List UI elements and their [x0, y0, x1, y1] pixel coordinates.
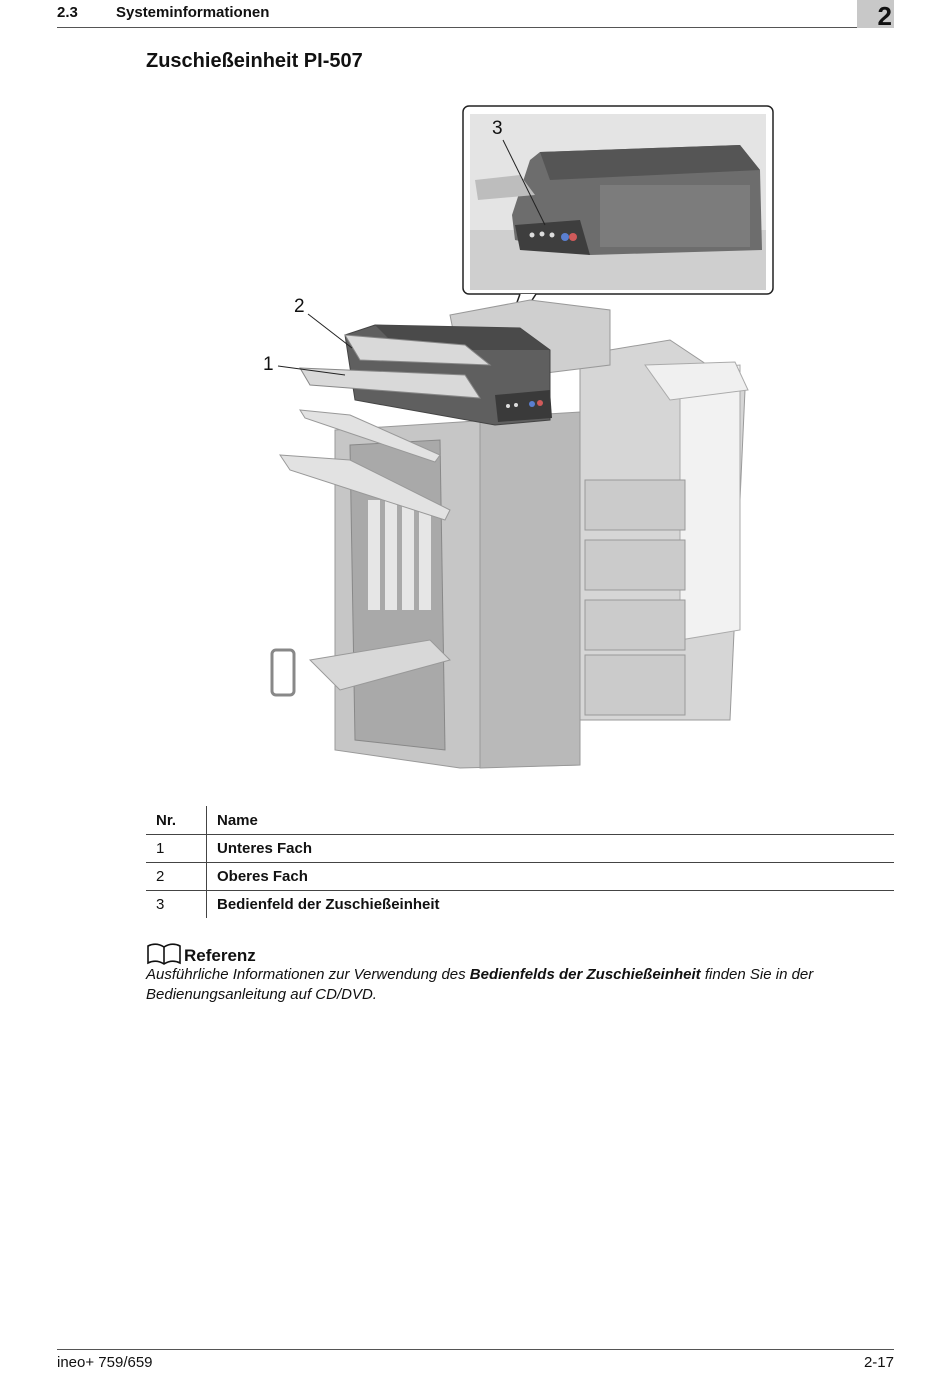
column-header-nr: Nr. — [146, 806, 207, 835]
row-number: 1 — [146, 835, 207, 863]
device-drawing — [250, 100, 790, 780]
callout-1: 1 — [263, 354, 274, 375]
header-rule — [57, 27, 894, 28]
table-row — [146, 835, 894, 863]
row-name: Oberes Fach — [207, 863, 895, 891]
device-illustration — [250, 100, 790, 780]
reference-heading — [146, 940, 256, 966]
footer-product: ineo+ 759/659 — [57, 1354, 153, 1371]
row-name: Bedienfeld der Zuschießeinheit — [217, 896, 440, 913]
footer-rule — [57, 1349, 894, 1350]
reference-title: Referenz — [184, 946, 256, 965]
reference-text-bold: Bedienfelds der Zuschießeinheit — [469, 966, 701, 983]
section-number: 2.3 — [57, 4, 78, 21]
reference-text-before: Ausführliche Informationen zur Verwendung des — [146, 966, 470, 983]
table-row — [146, 863, 894, 891]
parts-table — [146, 806, 894, 918]
row-name: Unteres Fach — [207, 835, 895, 863]
chapter-tab: 2 — [857, 0, 894, 28]
row-number: 2 — [146, 863, 207, 891]
row-number: 3 — [146, 891, 207, 919]
table-row — [146, 891, 894, 919]
footer-page-number: 2-17 — [863, 1354, 894, 1371]
table-header-row — [146, 806, 894, 835]
callout-2: 2 — [294, 296, 305, 317]
book-icon — [146, 942, 182, 966]
reference-text — [146, 965, 886, 1005]
page-title: Zuschießeinheit PI-507 — [146, 50, 363, 72]
section-title: Systeminformationen — [116, 4, 270, 21]
reference-text-after: finden Sie in der Bedienungsanleitung auf CD/DVD. — [146, 966, 814, 1003]
callout-3: 3 — [492, 118, 503, 139]
column-header-name: Name — [207, 806, 895, 835]
